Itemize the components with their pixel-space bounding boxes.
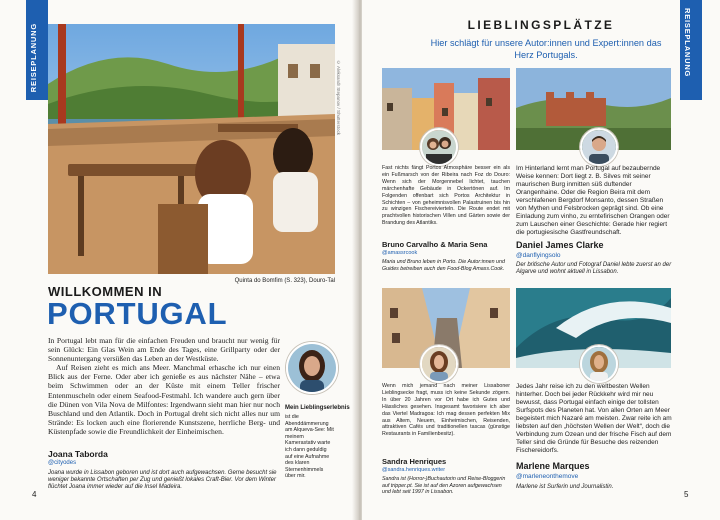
entry-name-1: Bruno Carvalho & Maria Sena — [382, 240, 488, 249]
entry-handle-2: @danflyingsolo — [516, 252, 561, 259]
entry-handle-1: @amassrcook — [382, 250, 418, 256]
author-portrait — [286, 342, 338, 394]
entry-handle-3: @sandra.henriques.writer — [382, 467, 446, 473]
hero-photo — [48, 24, 335, 274]
entry-handle-4: @marleneonthemove — [516, 473, 579, 480]
entry-name-2: Daniel James Clarke — [516, 240, 604, 250]
title-small: WILLKOMMEN IN — [48, 284, 163, 299]
author-name: Joana Taborda — [48, 449, 108, 459]
entry-bio-3: Sandra ist (Horror-)Buchautorin und Reise-Bloggerin auf tripper.pt. Sie ist auf den Azoren aufgewachsen und lebt seit 1997 in Lissabon. — [382, 476, 506, 496]
favorite-text: ist die Abenddämmerung am Alqueva-See: Mit meinem Kamerastativ warte ich dann geduldig auf eine Aufnahme des klaren Sternenhimmels über mir. — [285, 414, 334, 480]
intro-text — [48, 336, 280, 436]
right-page — [362, 0, 720, 520]
favorite-title: Mein Lieblingserlebnis — [285, 405, 350, 411]
portrait-bruno-maria — [420, 128, 458, 166]
section-tab-right — [680, 0, 702, 100]
portrait-sandra — [420, 345, 458, 383]
entry-bio-1: Maria und Bruno leben in Porto. Die Autor:innen und Guides betreiben auch den Food-Blog Amass.Cook. — [382, 259, 505, 272]
author-bio: Joana wurde in Lissabon geboren und ist dort auch aufgewachsen. Gerne besucht sie weniger bekannte Ortschaften per Zug und genießt lokales Craft-Bier. Vor dem Winter flüchtet Joana immer wieder auf die Insel Madeira. — [48, 470, 277, 490]
entry-bio-2: Der britische Autor und Fotograf Daniel lebte zuerst an der Algarve und wohnt aktuell in Lissabon. — [516, 262, 672, 276]
portrait-marlene — [580, 345, 618, 383]
author-handle: @cityodes — [48, 460, 77, 466]
page-number-left: 4 — [32, 490, 37, 499]
photo-caption: Quinta do Bomfim (S. 323), Douro-Tal — [234, 278, 335, 284]
title-big: PORTUGAL — [47, 296, 228, 331]
page-number-right: 5 — [684, 490, 689, 499]
portrait-daniel — [580, 128, 618, 166]
page-subheading: Hier schlägt für unsere Autor:innen und Expert:innen das Herz Portugals. — [430, 38, 662, 60]
left-page — [0, 0, 358, 520]
section-tab-label-right: REISEPLANUNG — [683, 8, 692, 78]
intro-paragraph-2: Auf Reisen zieht es mich ans Meer. Manchmal erhasche ich nur einen Blick aus der Ferne. Oder aber ich genieße es aus nächster Nähe – etwa beim Schwimmen oder an der Küste mit einem Teller frischer Entenmuscheln oder einem Seafood-Festmahl. Ich wandere auch gern über die Dünen von Vila Nova de Milfontes: Irgendwann sieht man hier nur noch Buschland und den Atlantik. Doch in Portugal dreht sich nicht alles nur um Strände: Es locken auch eine florierende Kunstszene, herrliche Berg- und Küstenpfade sowie die Freundlichkeit der Einheimischen. — [48, 363, 280, 436]
entry-bio-4: Marlene ist Surferin und Journalistin. — [516, 484, 614, 490]
intro-paragraph-1: In Portugal lebt man für die einfachen Freuden und braucht nur wenig für sein Glück: Ein Glas Wein am Ende des Tages, eine Grillparty oder der Sonnenuntergang versüßen das Leben an der Westküste. — [48, 336, 280, 364]
section-tab-label: REISEPLANUNG — [29, 22, 38, 92]
entry-name-3: Sandra Henriques — [382, 457, 447, 466]
entry-text-1: Fast nichts fängt Portos Atmosphäre besser ein als ein Fußmarsch von der Ribeira nach Foz do Douro: Wenn sich der Morgennebel lichtet, tauchen märchenhafte Gebäude in Ockertönen auf. Im Folgenden offenbart sich Portos Architektur in Schichten – von geheimnisvollen Palastruinen bis hin zu winzigen Fischereivierteln. Die Route endet mit prachtvollen historischen Villen und Gärten sowie der Brandung des Atlantiks. — [382, 165, 510, 227]
page-heading: LIEBLINGSPLÄTZE — [467, 18, 615, 32]
entry-name-4: Marlene Marques — [516, 461, 590, 471]
entry-text-2: Im Hinterland lernt man Portugal auf bezaubernde Weise kennen: Dort liegt z. B. Silves mit seiner maurischen Burg inmitten süß duftender Orangenhaine. Oder die Region Beira mit dem verschlafenen Bergdorf Monsanto, dessen Straßen von Mythen und Felsbrocken geprägt sind. Ob eine Einladung zum vinho, zu ernteﬁrischen Orangen oder zum Lauschen einer Geschichte: Gerade hier regiert die portugiesische Gastfreundschaft. — [516, 165, 670, 236]
entry-text-3: Wenn mich jemand nach meiner Lissaboner Lieblingsecke fragt, muss ich keine Sekunde zögern. In über 20 Jahren vor Ort habe ich Gutes und Hässliches gesehen. Insgesamt favorisiere ich aber das Viertel Madragoa: Ich mag dessen perfekten Mix aus Altem, Neuem, Einheimischen, Reisenden, attraktiven Cafés und traditionellen tascas (günstige Restaurants in Familienbesitz). — [382, 383, 510, 438]
section-tab — [26, 0, 48, 100]
entry-text-4: Jedes Jahr reise ich zu den weltbesten Wellen hinterher. Doch bei jeder Rückkehr wird mir neu bewusst, dass Portugal einfach einige der tollsten Surfspots des Planeten hat. Von allen Orten am Meer begeistert mich Nazaré am meisten. Zwar reite ich am liebsten auf den „höchsten Wellen der Welt“, doch die Verbindung zum Ozean und der frische Fisch auf dem Teller sind die Gründe für Besuche des reizenden Fischereidorfs. — [516, 383, 672, 454]
photo-credit: © Aleksandr Stepanov / Shutterstock — [336, 60, 341, 136]
